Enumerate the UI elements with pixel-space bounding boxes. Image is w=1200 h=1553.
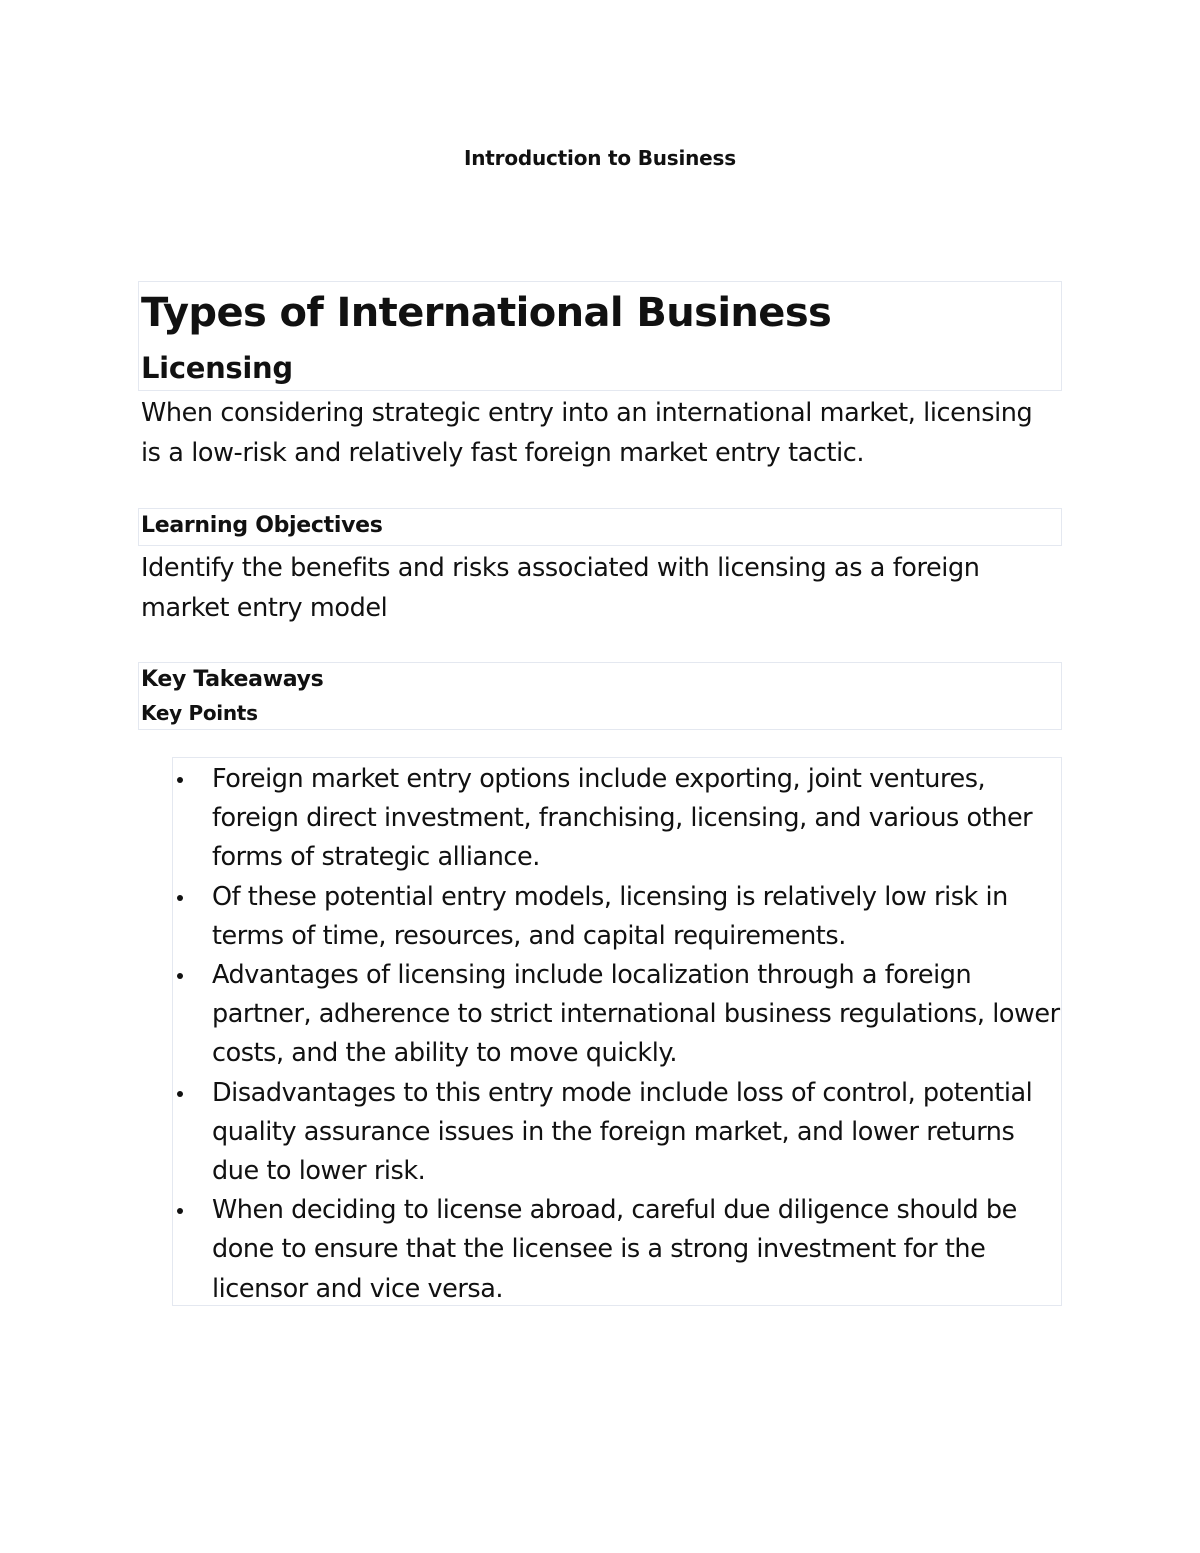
bullet-icon bbox=[177, 777, 183, 783]
list-item bbox=[212, 878, 1060, 956]
key-takeaways-heading: Key Takeaways bbox=[141, 667, 324, 692]
list-item-text: Of these potential entry models, licensing is relatively low risk in terms of time, resources, and capital requirements. bbox=[212, 881, 1008, 951]
learning-objectives-text: Identify the benefits and risks associated with licensing as a foreign market entry model bbox=[141, 553, 980, 623]
bullet-icon bbox=[177, 1091, 183, 1097]
key-points-heading: Key Points bbox=[141, 701, 258, 725]
learning-objectives-heading: Learning Objectives bbox=[141, 513, 383, 538]
list-item-text: When deciding to license abroad, careful due diligence should be done to ensure that the licensee is a strong investment for the licensor and vice versa. bbox=[212, 1195, 1017, 1304]
list-item bbox=[212, 760, 1060, 878]
list-item bbox=[212, 1191, 1060, 1309]
list-item-text: Foreign market entry options include exporting, joint ventures, foreign direct investment, franchising, licensing, and various other forms of strategic alliance. bbox=[212, 764, 1033, 873]
list-item bbox=[212, 1074, 1060, 1192]
list-item-text: Disadvantages to this entry mode include loss of control, potential quality assurance issues in the foreign market, and lower returns due to lower risk. bbox=[212, 1077, 1033, 1187]
bullet-icon bbox=[177, 895, 183, 901]
bullet-icon bbox=[177, 973, 183, 979]
list-item-text: Advantages of licensing include localization through a foreign partner, adherence to strict international business regulations, lower costs, and the ability to move quickly. bbox=[212, 960, 1060, 1069]
section-title: Types of International Business bbox=[141, 290, 832, 336]
list-item bbox=[212, 956, 1060, 1074]
section-subtitle: Licensing bbox=[141, 351, 293, 385]
page-header-title: Introduction to Business bbox=[464, 146, 736, 170]
intro-paragraph: When considering strategic entry into an international market, licensing is a low-risk and relatively fast foreign market entry tactic. bbox=[141, 398, 1033, 468]
key-points-list bbox=[212, 760, 1060, 1309]
